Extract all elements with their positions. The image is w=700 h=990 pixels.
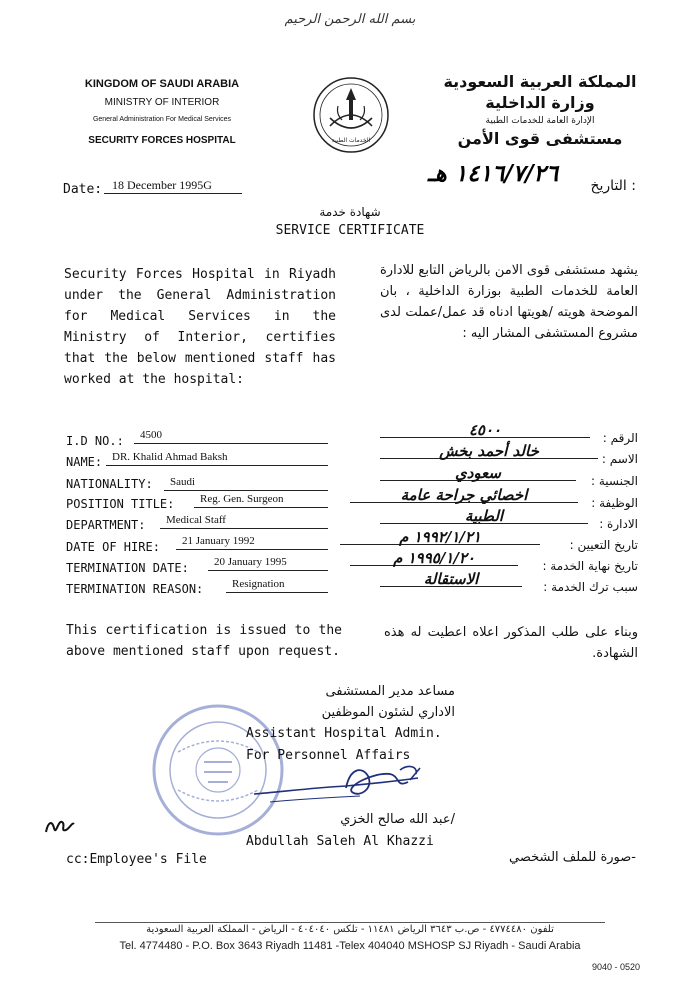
- ar-nationality-value: سعودي: [380, 464, 576, 481]
- header-ar-administration: الإدارة العامة للخدمات الطبية: [485, 116, 595, 126]
- hijri-date-value: ١٤١٦/٧/٢٦ هـ: [427, 160, 559, 187]
- date-value: 18 December 1995G: [104, 178, 242, 194]
- ar-termination-date-label: تاريخ نهاية الخدمة :: [542, 559, 638, 573]
- closing-statement-ar: وبناء على طلب المذكور اعلاه اعطيت له هذه الشهادة.: [384, 625, 638, 661]
- certificate-title: SERVICE CERTIFICATE: [275, 223, 425, 238]
- nationality-value: Saudi: [164, 476, 328, 491]
- signatory-name-en: Abdullah Saleh Al Khazzi: [246, 834, 434, 849]
- position-value: Reg. Gen. Surgeon: [194, 493, 328, 508]
- signatory-title-en-1: Assistant Hospital Admin.: [246, 726, 442, 741]
- ar-name-label: الاسم :: [601, 452, 638, 466]
- nationality-label: NATIONALITY:: [66, 477, 153, 491]
- ar-position-label: الوظيفة :: [591, 496, 638, 510]
- hire-date-label: DATE OF HIRE:: [66, 540, 160, 554]
- department-label: DEPARTMENT:: [66, 518, 146, 532]
- header-ar-ministry: وزارة الداخلية: [485, 93, 595, 112]
- ar-department-value: الطبية: [380, 507, 588, 524]
- intro-paragraph-en: Security Forces Hospital in Riyadh under the General Administration for Medical Services in the Ministry of Interior, certifies that the below mentioned staff has worked at the hospital:: [64, 267, 336, 387]
- ar-name-value: خالد أحمد بخش: [380, 442, 598, 459]
- ar-termination-reason-value: الاستقالة: [380, 570, 522, 587]
- ministry-emblem-icon: [312, 76, 390, 154]
- ar-hire-date-label: تاريخ التعيين :: [569, 538, 638, 552]
- name-label: NAME:: [66, 455, 103, 469]
- ar-position-value: اخصائي جراحة عامة: [350, 486, 578, 503]
- header-hospital: SECURITY FORCES HOSPITAL: [88, 135, 236, 146]
- id-value: 4500: [134, 429, 328, 444]
- signatory-title-en-2: For Personnel Affairs: [246, 748, 411, 763]
- termination-date-label: TERMINATION DATE:: [66, 561, 189, 575]
- ar-termination-reason-label: سبب ترك الخدمة :: [543, 580, 638, 594]
- termination-date-value: 20 January 1995: [208, 556, 328, 571]
- signatory-title-ar-2: الاداري لشئون الموظفين: [321, 705, 455, 720]
- signatory-title-ar-1: مساعد مدير المستشفى: [325, 684, 455, 699]
- closing-statement-en: This certification is issued to the above mentioned staff upon request.: [66, 623, 342, 659]
- header-ministry: MINISTRY OF INTERIOR: [104, 97, 220, 108]
- header-kingdom: KINGDOM OF SAUDI ARABIA: [84, 78, 240, 90]
- ar-termination-date-value: ١٩٩٥/١/٢٠ م: [350, 549, 518, 566]
- footer-divider: [95, 922, 605, 923]
- form-number: 9040 - 0520: [591, 962, 640, 972]
- handwritten-signature-icon: [250, 758, 440, 818]
- signatory-name-ar: /عبد الله صالح الخزي: [340, 812, 455, 827]
- date-label: Date:: [63, 182, 103, 197]
- bismillah-text: بسم الله الرحمن الرحيم: [284, 12, 416, 27]
- footer-contact-en: Tel. 4774480 - P.O. Box 3643 Riyadh 11481 -Telex 404040 MSHOSP SJ Riyadh - Saudi Arabia: [119, 940, 581, 952]
- header-ar-kingdom: المملكة العربية السعودية: [443, 72, 637, 91]
- department-value: Medical Staff: [160, 514, 328, 529]
- termination-reason-label: TERMINATION REASON:: [66, 582, 204, 596]
- ar-id-label: الرقم :: [602, 431, 638, 445]
- position-label: POSITION TITLE:: [66, 497, 175, 511]
- ar-hire-date-value: ١٩٩٢/١/٢١ م: [340, 528, 540, 545]
- ar-nationality-label: الجنسية :: [591, 474, 638, 488]
- handwritten-initials-icon: [42, 814, 78, 838]
- termination-reason-value: Resignation: [226, 578, 328, 593]
- emblem-caption: الخدمات الطبية: [331, 137, 371, 144]
- header-ar-hospital: مستشفى قوى الأمن: [457, 129, 623, 148]
- ar-id-value: ٤٥٠٠: [380, 421, 590, 438]
- ar-department-label: الادارة :: [599, 517, 638, 531]
- cc-employee-file: cc:Employee's File: [66, 852, 207, 867]
- id-label: I.D NO.:: [66, 434, 124, 448]
- intro-paragraph-ar: يشهد مستشفى قوى الامن بالرياض التابع للادارة العامة للخدمات الطبية بوزارة الداخلية ، بان الموضحة هويته /هويتها ادناه قد عمل/عملت لدى مشروع المستشفى المشار اليه :: [380, 263, 638, 341]
- hire-date-value: 21 January 1992: [176, 535, 328, 550]
- footer-contact-ar: تلفون ٤٧٧٤٤٨٠ - ص.ب ٣٦٤٣ الرياض ١١٤٨١ - تلكس ٤٠٤٠٤٠ - الرياض - المملكة العربية السعودية: [146, 924, 554, 935]
- hijri-date-label: التاريخ :: [590, 178, 636, 194]
- cc-employee-file-ar: -صورة للملف الشخصي: [508, 850, 636, 865]
- certificate-title-ar: شهادة خدمة: [319, 205, 381, 219]
- name-value: DR. Khalid Ahmad Baksh: [106, 451, 328, 466]
- header-administration: General Administration For Medical Services: [92, 116, 232, 123]
